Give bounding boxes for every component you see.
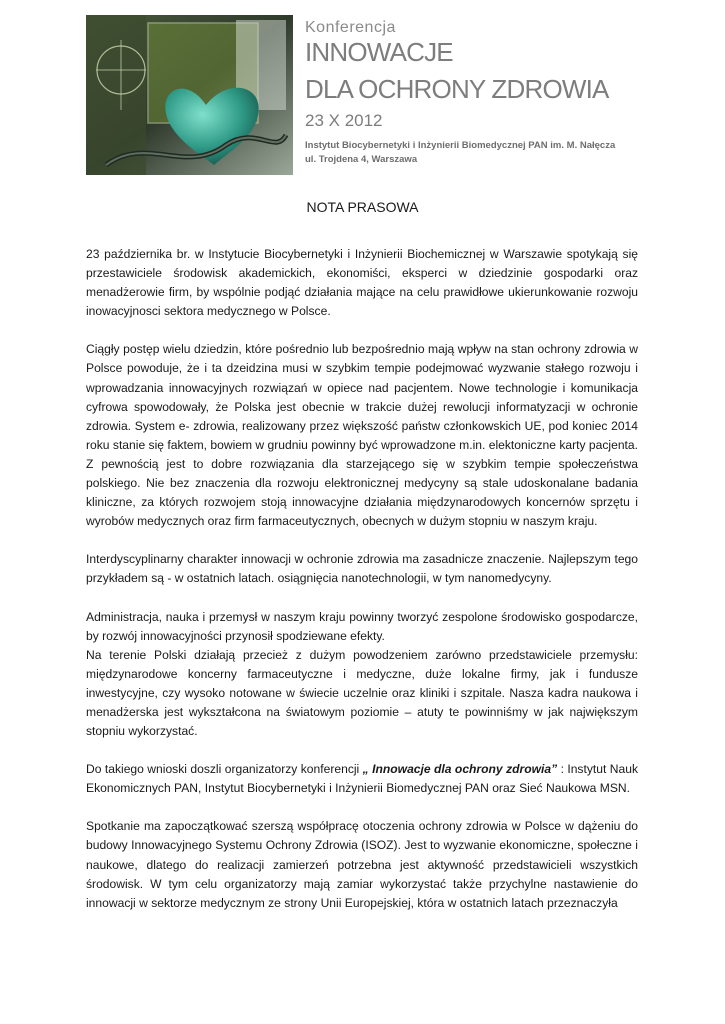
medical-collage-image <box>86 15 293 175</box>
conference-title-line1: INNOWACJE <box>305 37 453 67</box>
conference-title-line2: DLA OCHRONY ZDROWIA <box>305 74 609 104</box>
paragraph-4: Administracja, nauka i przemysł w naszym kraju powinny tworzyć zespolone środowisko gospodarcze, by rozwój innowacyjności przynosił spodziewane efekty. <box>86 609 638 643</box>
paragraph-6-text-before: Do takiego wnioski doszli organizatorzy konferencji <box>86 762 363 777</box>
paragraph-3: Interdyscyplinarny charakter innowacji w ochronie zdrowia ma zasadnicze znaczenie. Najlepszym tego przykładem są - w ostatnich latach. osiągnięcia nanotechnologii, w tym nanomedycyny. <box>86 552 638 586</box>
conference-date: 23 X 2012 <box>305 111 383 130</box>
conference-name-emphasis: „ Innowacje dla ochrony zdrowia” <box>362 762 558 777</box>
page-title: NOTA PRASOWA <box>306 199 419 215</box>
institute-name: Instytut Biocybernetyki i Inżynierii Biomedycznej PAN im. M. Nałęcza <box>305 140 616 151</box>
paragraph-6 <box>86 760 638 798</box>
paragraph-2: Ciągły postęp wielu dziedzin, które pośrednio lub bezpośrednio mają wpływ na stan ochrony zdrowia w Polsce powoduje, że i ta dzeidzina musi w szybkim tempie podejmować wyzwanie stałego rozwoju i wprowadzania innowacyjnych rozwiązań w opiece nad pacjentem. Nowe technologie i komunikacja cyfrowa spowodowały, że Polska jest obecnie w trakcie dużej rewolucji informatyzacji w ochronie zdrowia. System e- zdrowia, realizowany przez większość państw członkowskich UE, pod koniec 2014 roku stanie się faktem, bowiem w grudniu powinny być wprowadzone m.in. elektoniczne karty pacjenta. Z pewnością jest to dobre rozwiązania dla starzejącego się w szybkim tempie społeczeństwa polskiego. Nie bez znaczenia dla rozwoju elektronicznej medycyny są stale udoskonalane badania kliniczne, za których rozwojem stoją innowacyjne działania międzynarodowych koncernów sprzętu i wyrobów medycznych oraz firm farmaceutycznych, obecnych w dużym stopniu w naszym kraju. <box>86 342 638 529</box>
paragraph-5: Na terenie Polski działają przecież z dużym powodzeniem zarówno przedstawiciele przemysłu: międzynarodowe koncerny farmaceutyczne i medyczne, duże lokalne firmy, jak i fundusze inwestycyjne, czy wysoko notowane w świecie uczelnie oraz kliniki i szpitale. Nasza kadra naukowa i menadżerska jest wykształcona na światowym poziomie – atuty te powinniśmy w jak największym stopniu wykorzystać. <box>86 647 638 739</box>
paragraph-1: 23 października br. w Instytucie Biocybernetyki i Inżynierii Biochemicznej w Warszawie spotykają się przestawiciele środowisk akademickich, ekonomiści, eksperci w dziedzinie gospodarki oraz menadżerowie firm, by wspólnie podjąć działania mające na celu prawidłowe ukierunkowanie rozwoju inowacyjnosci sektora medycznego w Polsce. <box>86 247 638 319</box>
conference-banner <box>86 13 631 178</box>
conference-label: Konferencja <box>305 19 396 36</box>
paragraph-7: Spotkanie ma zapoczątkować szerszą współpracę otoczenia ochrony zdrowia w Polsce w dążeniu do budowy Innowacyjnego Systemu Ochrony Zdrowia (ISOZ). Jest to wyzwanie ekonomiczne, społeczne i naukowe, dlatego do realizacji zamierzeń potrzebna jest aktywność przedstawicieli wszystkich środowisk. W tym celu organizatorzy mają zamiar wykorzystać także przychylne nastawienie do innowacji w sektorze medycznym ze strony Unii Europejskiej, która w ostatnich latach przeznaczyła <box>86 819 638 910</box>
paragraph-6-text-after: : Instytut Nauk Ekonomicznych PAN, Instytut Biocybernetyki i Inżynierii Biomedycznej PAN oraz Sieć Naukowa MSN. <box>86 762 638 796</box>
institute-address: ul. Trojdena 4, Warszawa <box>305 154 418 165</box>
press-release-body <box>86 245 638 932</box>
